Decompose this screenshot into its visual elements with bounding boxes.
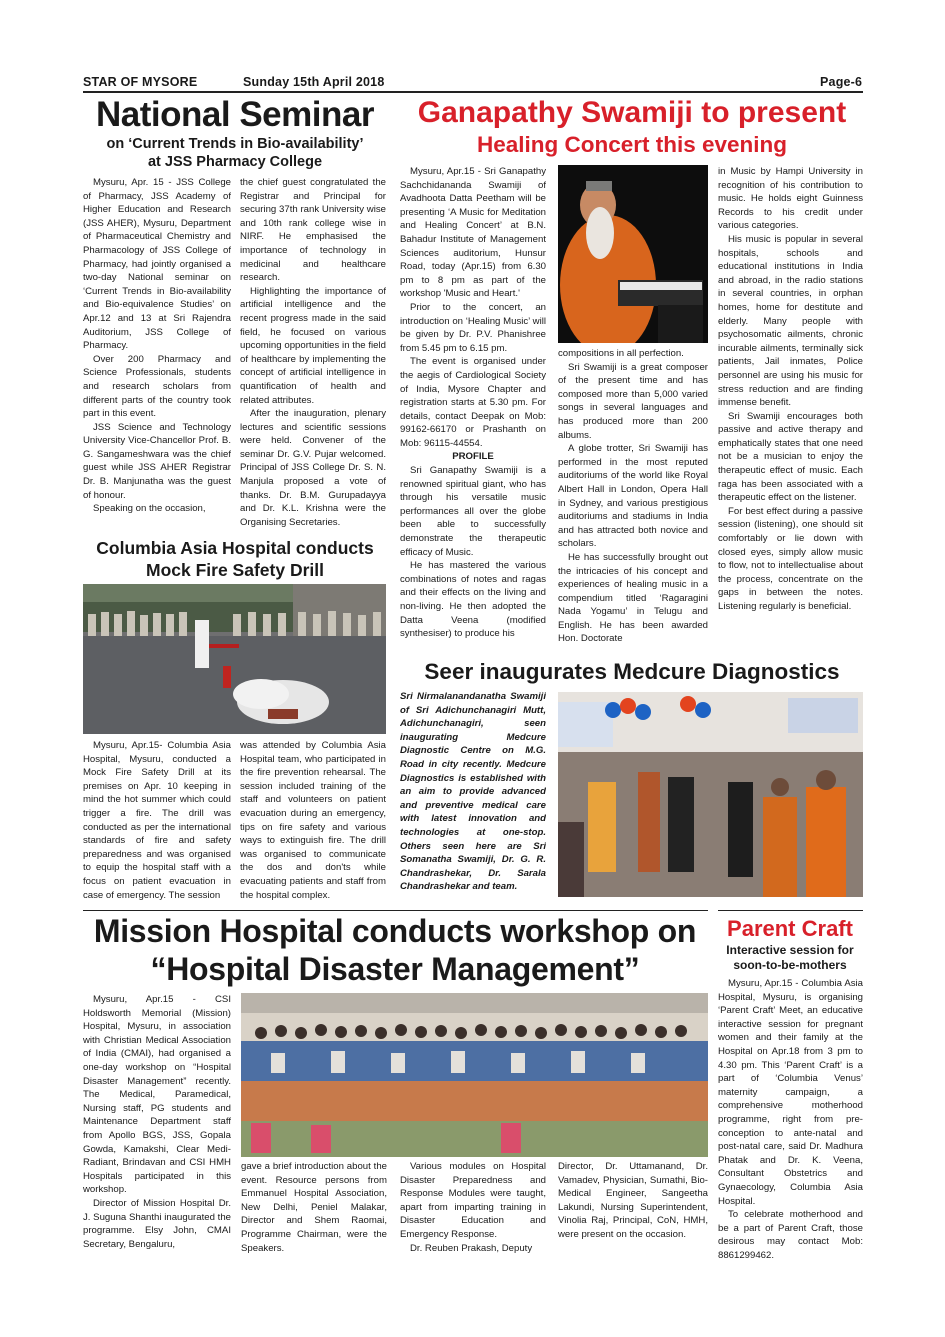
concert-col-1	[400, 165, 546, 655]
section-rule	[718, 910, 863, 911]
paragraph: Speaking on the occasion,	[93, 503, 206, 515]
section-rule	[83, 910, 708, 911]
mission-col-2	[241, 1160, 387, 1258]
paragraph: in Music by Hampi University in recognition of his contribution to music. He holds eight Guinness Records to his credit under various categories.	[718, 166, 863, 232]
paragraph: He has successfully brought out the intricacies of his concept and experiences of healing music in a compendium titled ‘Ragaragini Nada Yogamu’ in Telugu and English. He has been awarded Hon. Doctorate	[558, 551, 708, 645]
masthead: STAR OF MYSORE	[83, 75, 198, 89]
paragraph: Highlighting the importance of artificial intelligence and the recent progress made in the said field, he focused on various upcoming opportunities in the field of healthcare by implementing the concept of artificial intelligence in quantification of health and related attributes.	[240, 285, 386, 406]
paragraph: was attended by Columbia Asia Hospital team, who participated in the fire prevention rehearsal. The session included training of the staff and volunteers on patient evacuation during an emergency, tips on fire safety and various ways to extinguish fire. The drill was organised to communicate the dos and don'ts while evacuating patients and staff from the hospital complex.	[240, 740, 386, 901]
paragraph: Director, Dr. Uttamanand, Dr. Vamadev, Physician, Sumathi, Bio-Medical Engineer, Sangeetha Lakundi, Nursing Superintendent, Vinolia Raj, Principal, CoN, HMH, were present on the occasion.	[558, 1161, 708, 1240]
mission-col-1	[83, 993, 231, 1258]
seminar-subtitle-1: on ‘Current Trends in Bio-availability’	[106, 136, 364, 152]
paragraph: Sri Swamiji is a great composer of the present time and has composed more than 5,000 varied songs in several languages and has produced more than 200 albums.	[558, 361, 708, 441]
seminar-col-2	[240, 176, 386, 534]
paragraph: Over 200 Pharmacy and Science Professionals, students and research scholars from different parts of the country took part in this event.	[83, 353, 231, 420]
firedrill-col-2	[240, 739, 386, 905]
paragraph: For best effect during a passive session (listening), one should sit comfortably or lie down with closed eyes, simply allow music to flow, not to intellectualise about the process, concentrate on the gaps in between the notes. Listening regularly is beneficial.	[718, 505, 863, 612]
firedrill-col-1	[83, 739, 231, 905]
paragraph: Prior to the concert, an introduction on ‘Healing Music’ will be given by Dr. P.V. Phanishree from 5.45 pm to 6.15 pm.	[400, 301, 546, 354]
firedrill-title-1: Columbia Asia Hospital conducts	[96, 538, 374, 558]
issue-date: Sunday 15th April 2018	[243, 75, 385, 89]
swamiji-photo	[558, 165, 708, 343]
paragraph: He has mastered the various combinations of notes and ragas and their effects on the living and non-living. He then adopted the Datta Veena (modified synthesiser) to produce his	[400, 560, 546, 640]
paragraph: Various modules on Hospital Disaster Preparedness and Response Modules were taught, apart from imparting training in Disaster Education and Emergency Response.	[400, 1161, 546, 1240]
concert-title-2: Healing Concert this evening	[476, 132, 788, 157]
paragraph: Dr. Reuben Prakash, Deputy	[410, 1242, 533, 1254]
paragraph: the chief guest congratulated the Registrar and Principal for securing 37th rank University wise and 10th rank college wise in NIRF. He emphasised the importance of technology in medicinal and healthcare research.	[240, 177, 386, 284]
mission-group-photo	[241, 993, 708, 1157]
paragraph: JSS Science and Technology University Vice-Chancellor Prof. B. G. Sangameshwara was the chief guest while JSS AHER Registrar Dr. B. Manjunatha was the guest of honour.	[83, 421, 231, 501]
concert-title-1: Ganapathy Swamiji to present	[417, 96, 847, 129]
mission-col-3	[400, 1160, 546, 1258]
paragraph: To celebrate motherhood and be a part of Parent Craft, those desirous may contact Mob: 8861299462.	[718, 1209, 863, 1261]
paragraph: After the inauguration, plenary lectures and scientific sessions were held. Convener of the seminar Dr. G.V. Pujar welcomed. Principal of JSS College Dr. S. N. Manjula proposed a vote of thanks. Dr. B.M. Gurupadayya and Dr. K.L. Krishna were the Organising Secretaries.	[240, 408, 386, 528]
firedrill-title-2: Mock Fire Safety Drill	[146, 560, 324, 580]
paragraph: The event is organised under the aegis of Cardiological Society of India, Mysore Chapter and registration starts at 5.30 pm. For details, contact Deepak on Mob: 99162-66170 or Prashanth on Mob: 96115-44554.	[400, 356, 546, 449]
paragraph: Director of Mission Hospital Dr. J. Suguna Shanthi inaugurated the programme. Elsy John, CMAI Secretary, Bengaluru,	[83, 1197, 231, 1250]
fire-drill-photo	[83, 584, 386, 734]
medcure-title: Seer inaugurates Medcure Diagnostics	[424, 659, 840, 684]
medcure-photo	[558, 692, 863, 897]
parentcraft-title: Parent Craft	[727, 916, 853, 941]
concert-col-2	[558, 347, 708, 655]
seminar-col-1	[83, 176, 231, 534]
page-number: Page-6	[820, 75, 863, 89]
medcure-caption	[400, 690, 546, 902]
paragraph: Mysuru, Apr.15 - Columbia Asia Hospital, Mysuru, is organising ‘Parent Craft’ Meet, an educative interactive session for pregnant women and their family at the Hospital on Apr.18 from 3 pm to 4.30 pm. This ‘Parent Craft’ is a part of ‘Columbia Venus’ maternity campaign, a comprehensive motherhood programme, right from pre-conception to ante-natal and post-natal care, said Dr. Madhura Phatak and Dr. K. Veena, Consultant Obstetrics and Gynaecology, Columbia Asia Hospital.	[718, 978, 863, 1207]
seminar-title: National Seminar	[96, 95, 374, 134]
caption: Sri Nirmalanandanatha Swamiji of Sri Adichunchanagiri Mutt, Adichunchanagiri, seen inaugurating Medcure Diagnostic Centre on M.G. Road in city recently. Medcure Diagnostics is established with an aim to provide advanced and preventive medical care with latest innovation and technologies at one-stop. Others seen here are Sri Somanatha Swamiji, Dr. G. R. Chandrashekar, Dr. Sarala Chandrashekar and team.	[400, 691, 546, 893]
paragraph: A globe trotter, Sri Swamiji has performed in the most reputed auditoriums of the world like Royal Albert Hall in London, Opera Hall in Sydney, and various prestigious auditoriums and stadiums in India and has attracted both novice and scholars.	[558, 443, 708, 550]
seminar-subtitle-2: at JSS Pharmacy College	[147, 154, 323, 170]
paragraph: Mysuru, Apr. 15 - JSS College of Pharmacy, JSS Academy of Higher Education and Research (JSS AHER), Mysuru, Department of Pharmaceutical Chemistry and Pharmacology of JSS College of Pharmacy, had jointly organised a two-day National seminar on ‘Current Trends in Bio-availability and Bio-equivalence Studies’ on Apr.12 and 13 at Sri Rajendra Auditorium, JSS College of Pharmacy.	[83, 177, 231, 352]
concert-col-3	[718, 165, 863, 655]
header-rule	[83, 91, 863, 93]
mission-title-2: “Hospital Disaster Management”	[150, 951, 640, 987]
parentcraft-col	[718, 977, 863, 1267]
paragraph: Sri Ganapathy Swamiji is a renowned spiritual giant, who has through his versatile music performances all over the globe been able to successfully demonstrate the therapeutic efficacy of Music.	[400, 465, 546, 558]
parentcraft-subtitle-1: Interactive session for	[726, 943, 854, 957]
parentcraft-subtitle-2: soon-to-be-mothers	[733, 958, 847, 972]
paragraph: Mysuru, Apr.15- Columbia Asia Hospital, Mysuru, conducted a Mock Fire Safety Drill at its premises on Apr. 10 keeping in mind the hot summer which could trigger a fire. The drill was conducted as per the international standards of fire and safety preparedness and was organised to equip the hospital staff with a focus on patient evacuation in case of emergency. The session	[83, 740, 231, 901]
mission-col-4	[558, 1160, 708, 1258]
paragraph: compositions in all perfection.	[558, 348, 684, 359]
profile-label: PROFILE	[452, 451, 494, 463]
paragraph: Mysuru, Apr.15 - Sri Ganapathy Sachchidananda Swamiji of Avadhoota Datta Peetham will be presenting ‘A Music for Meditation and Healing Concert’ at B.N. Bahadur Institute of Management Sciences auditorium, Hunsur Road, today (Apr.15) from 6.30 pm to 8 pm as part of the workshop 'Music and Heart.'	[400, 166, 546, 300]
paragraph: Sri Swamiji encourages both passive and active therapy and emphatically states that one need not be a musician to enjoy the therapeutic effect of music. Each raga has been associated with a therapeutic effect on the listener.	[718, 410, 863, 504]
paragraph: gave a brief introduction about the event. Resource persons from Emmanuel Hospital Association, New Delhi, Peniel Malakar, Director and Shem Raomai, Programme Chairman, were the Speakers.	[241, 1161, 387, 1254]
paragraph: His music is popular in several hospitals, schools and educational institutions in India and abroad, in the radio stations in several countries, in orphan homes, home for destitute and elderly. Many people with psychosomatic ailments, chronic incurable ailments, terminally sick patients, Jail inmates, Police personnel are using his music for stress reduction and are finding immense benefit.	[718, 233, 863, 409]
paragraph: Mysuru, Apr.15 - CSI Holdsworth Memorial (Mission) Hospital, Mysuru, in association with Christian Medical Association of India (CMAI), had organised a one-day workshop on “Hospital Disaster Management” recently. The Medical, Paramedical, Nursing staff, PG students and Maintenance Department staff from Apollo BGS, JSS, Gopala Gowda, Kamakshi, Clear Medi-Radiant, Brindavan and CSI HMH Hospitals participated in this workshop.	[83, 994, 231, 1196]
mission-title-1: Mission Hospital conducts workshop on	[93, 913, 697, 949]
